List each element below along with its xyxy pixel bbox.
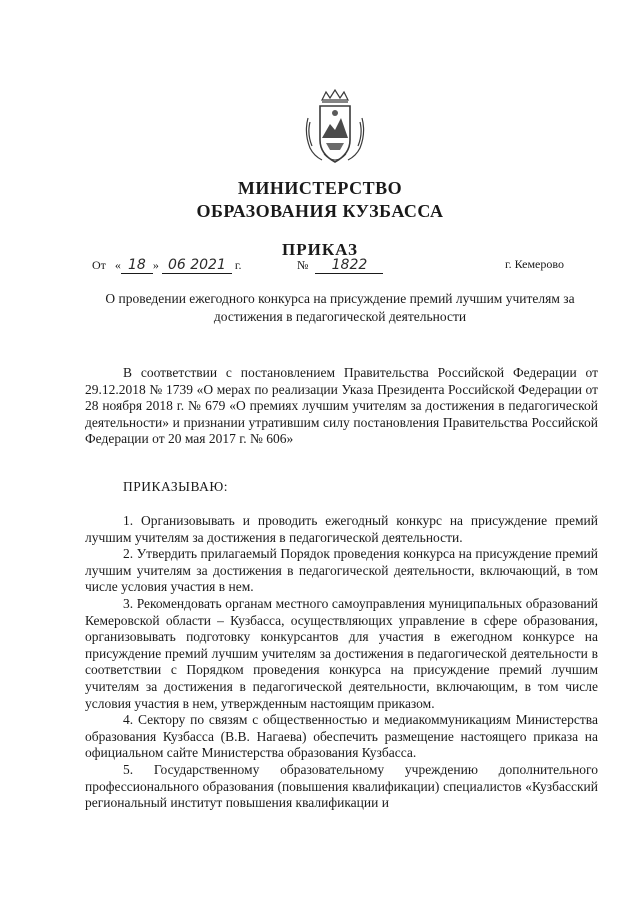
number-label: № bbox=[297, 258, 309, 272]
order-month-year: 06 2021 bbox=[162, 257, 232, 274]
order-number-block bbox=[297, 257, 383, 274]
preamble-text: В соответствии с постановлением Правительства Российской Федерации от 29.12.2018 № 1739 «О мерах по реализации Указа Президента Российской Федерации от 28 ноября 2018 г. № 679 «О премиях лучшим учителям за достижения в педагогической деятельности» и признании утратившим силу постановления Правительства Российской Федерации от 20 мая 2017 г. № 606» bbox=[85, 365, 598, 447]
order-item-3: 3. Рекомендовать органам местного самоуправления муниципальных образований Кемеровской области – Кузбасса, осуществляющих управление в сфере образования, организовывать подготовку конкурсантов для участия в ежегодном конкурсе на присуждение премий лучшим учителям за достижения в педагогической деятельности в соответствии с Порядком проведения конкурса на присуждение премий лучшим учителям за достижения в педагогической деятельности, включающим, в том числе условия участия в нем, утвержденным настоящим приказом. bbox=[85, 595, 598, 711]
order-items bbox=[85, 513, 598, 812]
order-item-5: 5. Государственному образовательному учреждению дополнительного профессионального образования (повышения квалификации) специалистов «Кузбасский региональный институт повышения квалификации и bbox=[85, 761, 598, 811]
decree-word: ПРИКАЗЫВАЮ: bbox=[123, 479, 228, 494]
order-item-2: 2. Утвердить прилагаемый Порядок проведения конкурса на присуждение премий лучшим учителям за достижения в педагогической деятельности, включающий, в том числе условия участия в нем. bbox=[85, 546, 598, 595]
quote-close: » bbox=[152, 258, 159, 272]
ministry-name-line1: МИНИСТЕРСТВО bbox=[237, 178, 403, 198]
ministry-name-line2: ОБРАЗОВАНИЯ КУЗБАССА bbox=[196, 201, 444, 221]
city: г. Кемерово bbox=[505, 257, 564, 271]
order-item-4: 4. Сектору по связям с общественностью и медиакоммуникациям Министерства образования Кузбасса (В.В. Нагаева) обеспечить размещение настоящего приказа на официальном сайте Министерства образования Кузбасса. bbox=[85, 712, 598, 761]
preamble bbox=[85, 365, 598, 448]
order-subject: О проведении ежегодного конкурса на присуждение премий лучшим учителям за достижения в педагогической деятельности bbox=[105, 291, 575, 324]
order-date bbox=[92, 257, 242, 274]
order-title: ПРИКАЗ bbox=[282, 240, 358, 259]
order-day: 18 bbox=[121, 257, 153, 274]
year-suffix: г. bbox=[234, 258, 242, 272]
quote-open: « bbox=[114, 258, 121, 272]
order-number: 1822 bbox=[315, 257, 383, 274]
order-item-1: 1. Организовывать и проводить ежегодный конкурс на присуждение премий лучшим учителям за достижения в педагогической деятельности. bbox=[85, 513, 598, 545]
coat-of-arms-emblem bbox=[300, 88, 370, 168]
from-label: От bbox=[92, 258, 106, 272]
